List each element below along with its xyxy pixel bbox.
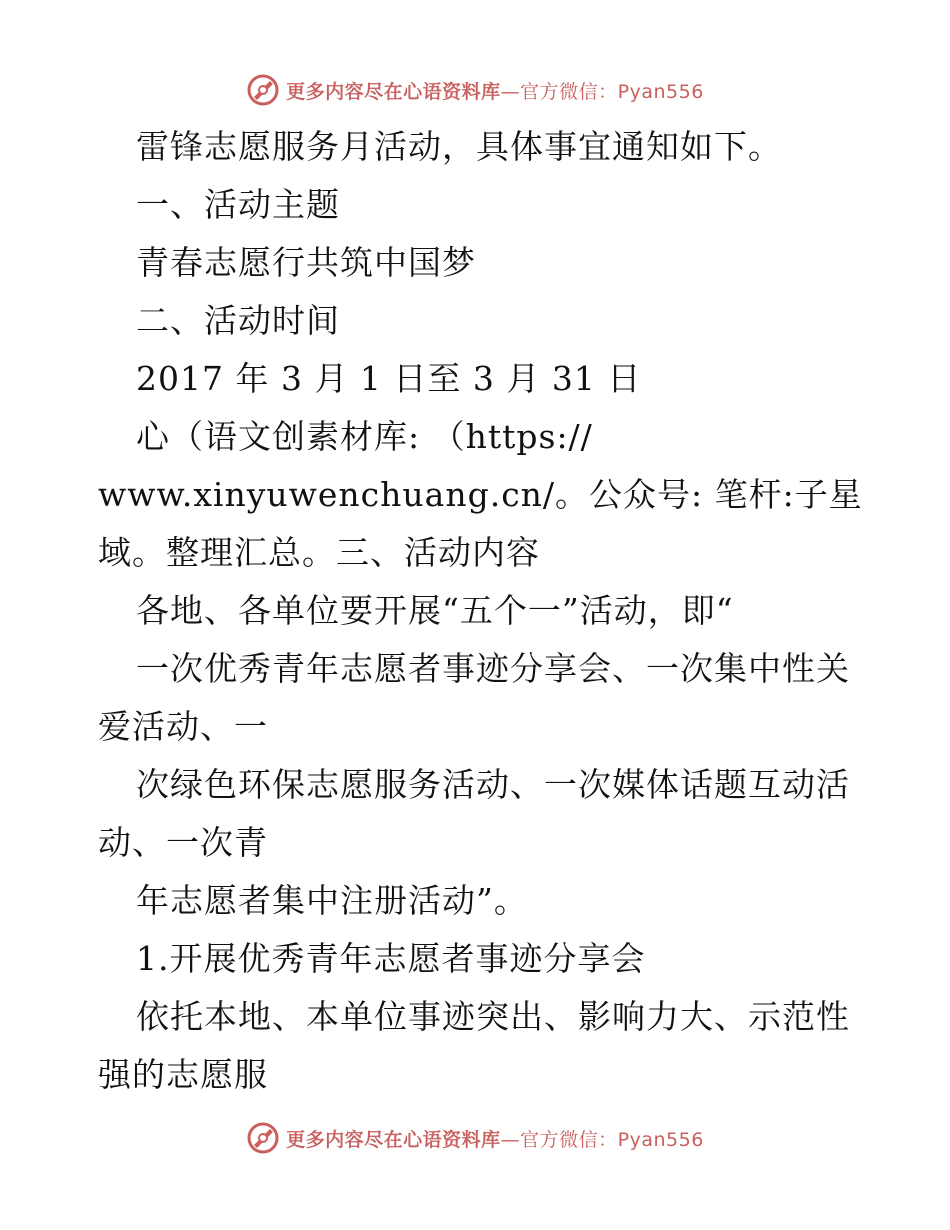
paragraph-line: 青春志愿行共筑中国梦 <box>136 243 476 282</box>
watermark-text <box>286 77 704 104</box>
paragraph-line: 动、一次青 <box>98 823 268 862</box>
paragraph-line: 雷锋志愿服务月活动，具体事宜通知如下。 <box>136 127 782 166</box>
watermark-wechat: 官方微信：Pyan556 <box>520 80 704 103</box>
paragraph-line: 各地、各单位要开展“五个一”活动，即“ <box>136 591 734 630</box>
paragraph-line: 2017 年 3 月 1 日至 3 月 31 日 <box>136 359 642 398</box>
paragraph-line: 年志愿者集中注册活动”。 <box>136 881 528 920</box>
watermark-brand: 更多内容尽在心语资料库 <box>286 1128 501 1151</box>
watermark-separator: — <box>500 1128 521 1151</box>
paragraph-line: 域。整理汇总。三、活动内容 <box>98 533 540 572</box>
paragraph-line: 次绿色环保志愿服务活动、一次媒体话题互动活 <box>136 765 850 804</box>
section-heading: 二、活动时间 <box>136 301 340 340</box>
watermark-brand: 更多内容尽在心语资料库 <box>286 80 501 103</box>
subsection-heading: 1.开展优秀青年志愿者事迹分享会 <box>136 939 646 978</box>
paragraph-line: 心（语文创素材库: （https:// <box>136 417 593 456</box>
watermark-separator: — <box>500 80 521 103</box>
header-watermark <box>0 68 950 112</box>
brand-logo-icon <box>246 1121 280 1155</box>
section-heading: 一、活动主题 <box>136 185 340 224</box>
paragraph-line: 依托本地、本单位事迹突出、影响力大、示范性 <box>136 997 850 1036</box>
footer-watermark <box>0 1116 950 1160</box>
watermark-text <box>286 1125 704 1152</box>
paragraph-line: www.xinyuwenchuang.cn/。公众号: 笔杆:子星 <box>98 475 863 514</box>
brand-logo-icon <box>246 73 280 107</box>
watermark-wechat: 官方微信：Pyan556 <box>520 1128 704 1151</box>
paragraph-line: 爱活动、一 <box>98 707 268 746</box>
paragraph-line: 强的志愿服 <box>98 1055 268 1094</box>
paragraph-line: 一次优秀青年志愿者事迹分享会、一次集中性关 <box>136 649 850 688</box>
